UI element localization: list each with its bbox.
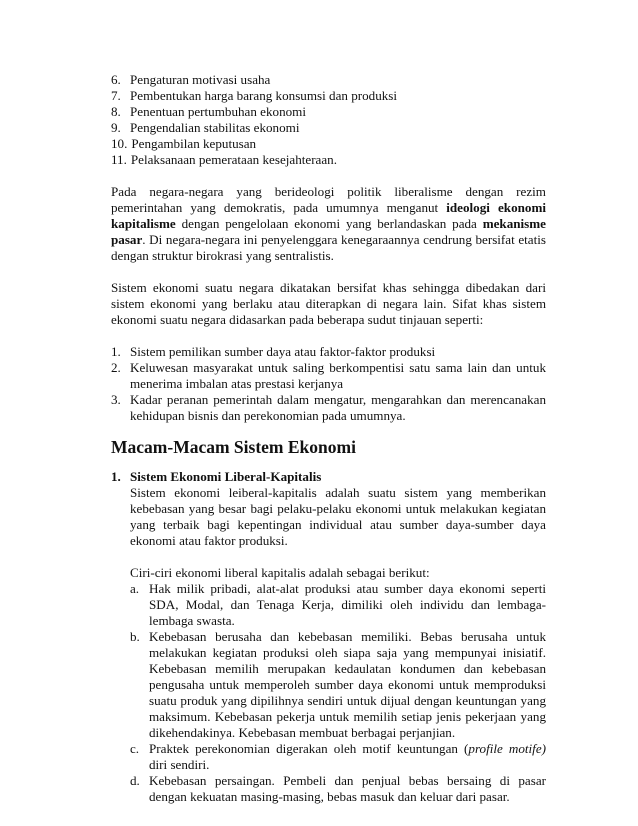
list-letter: d. [130,773,140,788]
list-number: 11. [111,152,127,167]
list-item [111,104,546,120]
list-item [111,136,546,152]
characteristics-intro: Ciri-ciri ekonomi liberal kapitalis adalah sebagai berikut: [130,565,430,580]
bold-term: mekanisme pasar [111,216,546,247]
list-text: Pengendalian stabilitas ekonomi [130,120,300,135]
list-text [149,741,546,773]
list-number: 10. [111,136,128,151]
list-number: 1. [111,344,121,359]
list-item [111,120,546,136]
list-letter: b. [130,629,140,644]
list-text: Pelaksanaan pemerataan kesejahteraan. [130,152,338,167]
list-item [130,741,546,773]
list-text: Penentuan pertumbuhan ekonomi [130,104,306,119]
list-text-part: Praktek perekonomian digerakan oleh motif keuntungan ( [149,741,469,756]
bold-term: ideologi ekonomi kapitalisme [111,200,546,231]
list-item [111,72,546,88]
page-content [111,72,546,805]
list-text: Sistem pemilikan sumber daya atau faktor-faktor produksi [130,344,436,359]
subsection-description: Sistem ekonomi leiberal-kapitalis adalah suatu sistem yang memberikan kebebasan yang besar bagi pelaku-pelaku ekonomi untuk melakukan kegiatan yang terbaik bagi kepentingan individual atau sumber daya-sumber daya ekonomi atau faktor produksi. [130,485,546,548]
subsection-title [111,469,546,485]
paragraph-economic-system: Sistem ekonomi suatu negara dikatakan bersifat khas sehingga dibedakan dari sistem ekonomi yang berlaku atau diterapkan di negara lain. Sifat khas sistem ekonomi suatu negara didasarkan pada beberapa sudut tinjauan seperti: [111,280,546,327]
list-item [111,152,546,168]
list-text: Kebebasan berusaha dan kebebasan memiliki. Bebas berusaha untuk melakukan kegiatan produksi oleh siapa saja yang mempunyai inisiatif. Kebebasan memilih merupakan kedaulatan kondumen dan kebebasan pengusaha untuk memperoleh sumber daya ekonomi untuk memproduksi suatu produk yang dipilihnya sendiri untuk dijual dengan keuntungan yang maksimum. Kebebasan pekerja untuk memilih setiap jenis pekerjaan yang dikehendakinya. Kebebasan membuat berbagai perjanjian. [149,629,546,740]
list-item [130,581,546,629]
paragraph-liberalism [111,184,546,264]
list-item [111,392,546,424]
list-number: 3. [111,392,121,407]
list-item [111,344,546,360]
list-item [111,88,546,104]
list-letter: c. [130,741,140,756]
list-text: Kebebasan persaingan. Pembeli dan penjual bebas bersaing di pasar dengan kekuatan masing-masing, bebas masuk dan keluar dari pasar. [149,773,546,804]
subsection-number: 1. [111,469,121,484]
list-text: Kadar peranan pemerintah dalam mengatur, mengarahkan dan merencanakan kehidupan bisnis dan perekonomian pada umumnya. [130,392,546,423]
list-text: Pengaturan motivasi usaha [130,72,271,87]
list-number: 8. [111,104,121,119]
list-text: Pembentukan harga barang konsumsi dan produksi [130,88,398,103]
paragraph-text: dengan pengelolaan ekonomi yang berlandaskan pada [175,216,483,231]
list-item [130,629,546,741]
list-number: 6. [111,72,121,87]
list-number: 9. [111,120,121,135]
list-item [130,773,546,805]
list-letter: a. [130,581,140,596]
list-number: 7. [111,88,121,103]
numbered-list-mid [111,344,546,424]
paragraph-text: Pada negara-negara yang berideologi politik liberalisme dengan rezim pemerintahan yang demokratis, pada umumnya menganut [111,184,546,215]
paragraph-text: . Di negara-negara ini penyelenggara kenegaraannya cendrung bersifat etatis dengan struktur birokrasi yang sentralistis. [111,232,546,263]
list-text: Hak milik pribadi, alat-alat produksi atau sumber daya ekonomi seperti SDA, Modal, dan Tenaga Kerja, dimiliki oleh individu dan lembaga-lembaga swasta. [149,581,546,628]
list-number: 2. [111,360,121,375]
characteristics-list [130,581,546,805]
list-text: Keluwesan masyarakat untuk saling berkompentisi satu sama lain dan untuk menerima imbalan atas prestasi kerjanya [130,360,546,391]
list-text-part: diri sendiri. [149,757,210,772]
numbered-list-top [111,72,546,168]
list-text: Pengambilan keputusan [131,136,257,151]
section-heading: Macam-Macam Sistem Ekonomi [111,437,356,457]
list-item [111,360,546,392]
subsection-title-text: Sistem Ekonomi Liberal-Kapitalis [130,469,322,484]
italic-term: profile motife) [468,741,546,756]
